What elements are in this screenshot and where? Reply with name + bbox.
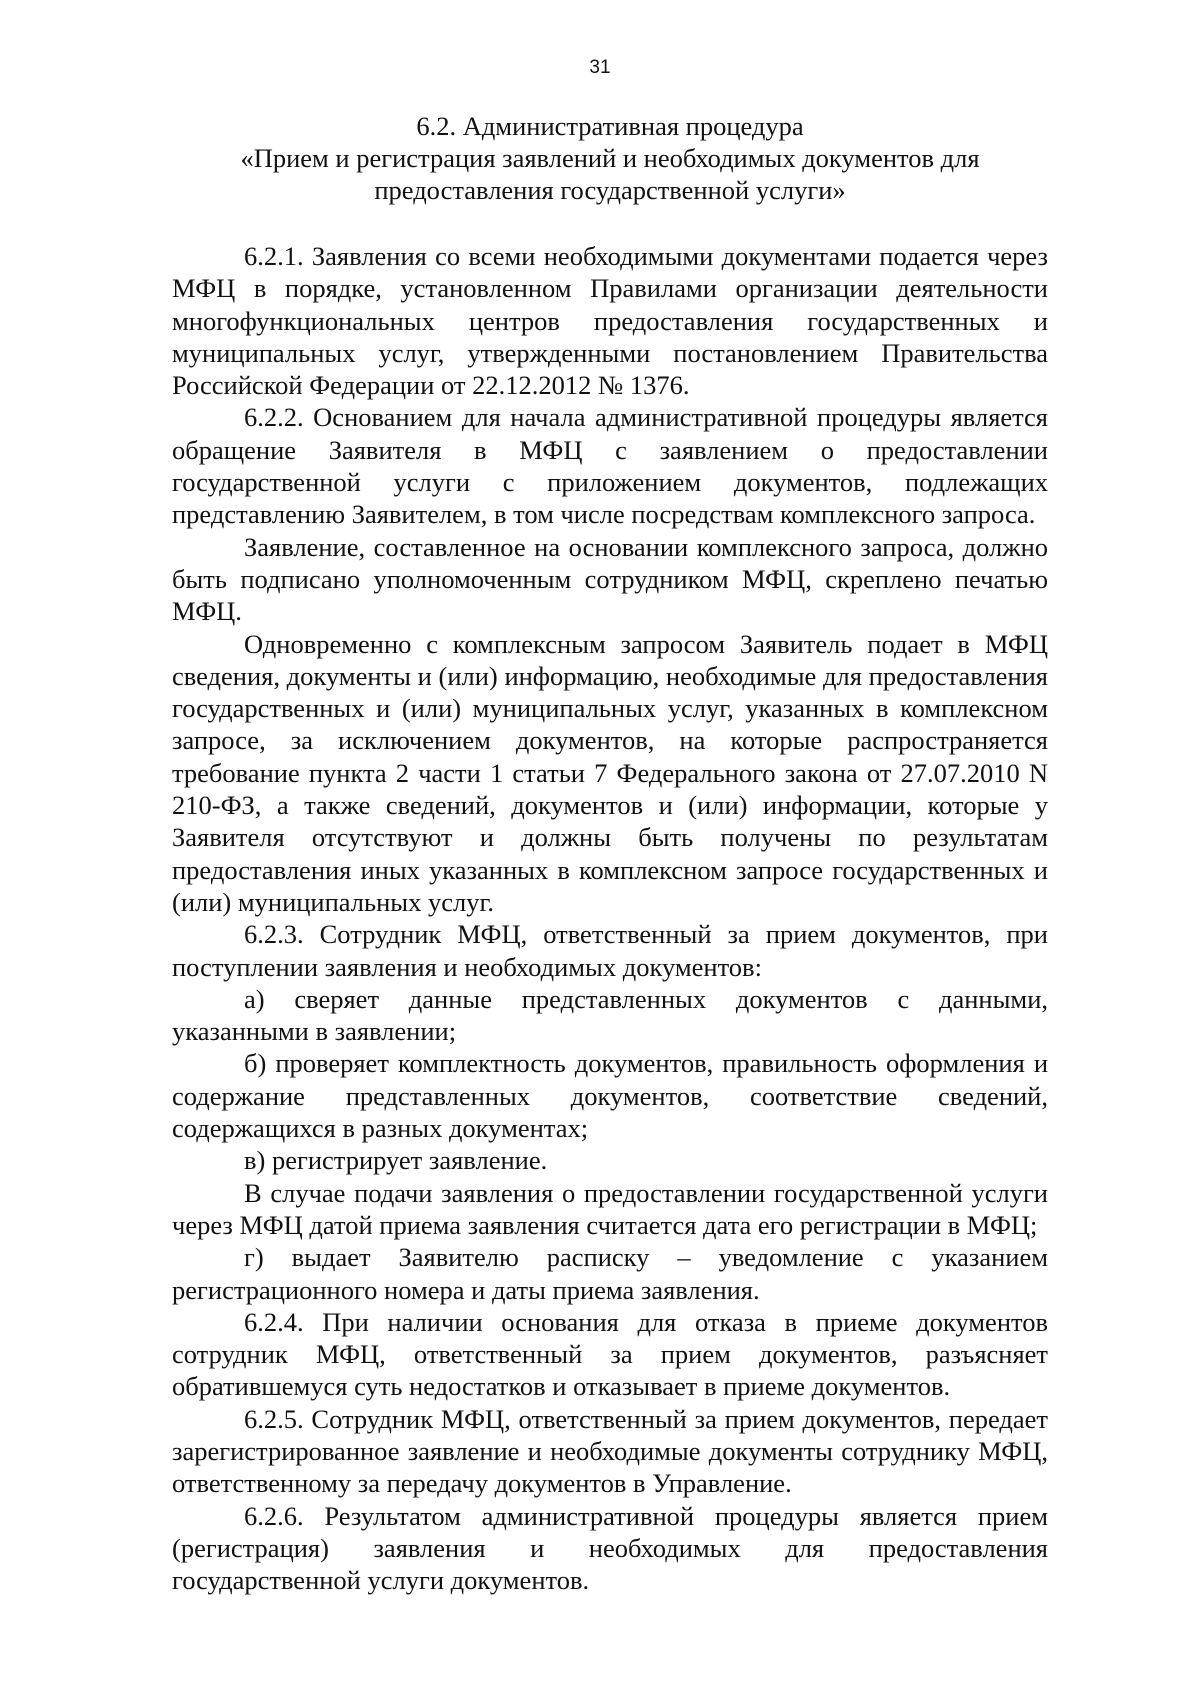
list-item-a: а) сверяет данные представленных документов с данными, указанными в заявлении; — [172, 983, 1048, 1047]
paragraph-signature-requirement: Заявление, составленное на основании комплексного запроса, должно быть подписано уполномоченным сотрудником МФЦ, скреплено печатью МФЦ. — [172, 531, 1048, 627]
paragraph-6-2-3: 6.2.3. Сотрудник МФЦ, ответственный за прием документов, при поступлении заявления и необходимых документов: — [172, 919, 1048, 982]
paragraph-6-2-2: 6.2.2. Основанием для начала административной процедуры является обращение Заявителя в МФЦ с заявлением о предоставлении государственной услуги с приложением документов, подлежащих представлению Заявителем, в том числе посредствам комплексного запроса. — [172, 402, 1048, 530]
paragraph-6-2-4: 6.2.4. При наличии основания для отказа в приеме документов сотрудник МФЦ, ответственный за прием документов, разъясняет обратившемуся суть недостатков и отказывает в приеме документов. — [172, 1306, 1048, 1402]
body-text — [172, 240, 1048, 1596]
section-heading-line: 6.2. Административная процедура — [416, 111, 804, 141]
section-heading-line: «Прием и регистрация заявлений и необходимых документов для — [240, 143, 980, 173]
paragraph-6-2-6: 6.2.6. Результатом административной процедуры является прием (регистрация) заявления и необходимых для предоставления государственной услуги документов. — [172, 1500, 1048, 1596]
paragraph-6-2-1: 6.2.1. Заявления со всеми необходимыми документами подается через МФЦ в порядке, установленном Правилами организации деятельности многофункциональных центров предоставления государственных и муниципальных услуг, утвержденными постановлением Правительства Российской Федерации от 22.12.2012 № 1376. — [172, 241, 1048, 401]
paragraph-registration-date: В случае подачи заявления о предоставлении государственной услуги через МФЦ датой приема заявления считается дата его регистрации в МФЦ; — [172, 1177, 1048, 1240]
paragraph-complex-request: Одновременно с комплексным запросом Заявитель подает в МФЦ сведения, документы и (или) информацию, необходимые для предоставления государственных и (или) муниципальных услуг, указанных в комплексном запросе, за исключением документов, на которые распространяется требование пункта 2 части 1 статьи 7 Федерального закона от 27.07.2010 N 210-ФЗ, а также сведений, документов и (или) информации, которые у Заявителя отсутствуют и должны быть получены по результатам предоставления иных указанных в комплексном запросе государственных и (или) муниципальных услуг. — [172, 628, 1048, 917]
paragraph-6-2-5: 6.2.5. Сотрудник МФЦ, ответственный за прием документов, передает зарегистрированное заявление и необходимые документы сотруднику МФЦ, ответственному за передачу документов в Управление. — [172, 1403, 1048, 1499]
section-heading — [172, 110, 1048, 206]
section-heading-line: предоставления государственной услуги» — [374, 175, 846, 205]
list-item-v: в) регистрирует заявление. — [244, 1145, 548, 1176]
page-number: 31 — [589, 57, 611, 78]
list-item-g: г) выдает Заявителю расписку – уведомление с указанием регистрационного номера и даты приема заявления. — [172, 1242, 1048, 1305]
list-item-b: б) проверяет комплектность документов, правильность оформления и содержание представленных документов, соответствие сведений, содержащихся в разных документах; — [172, 1048, 1048, 1144]
